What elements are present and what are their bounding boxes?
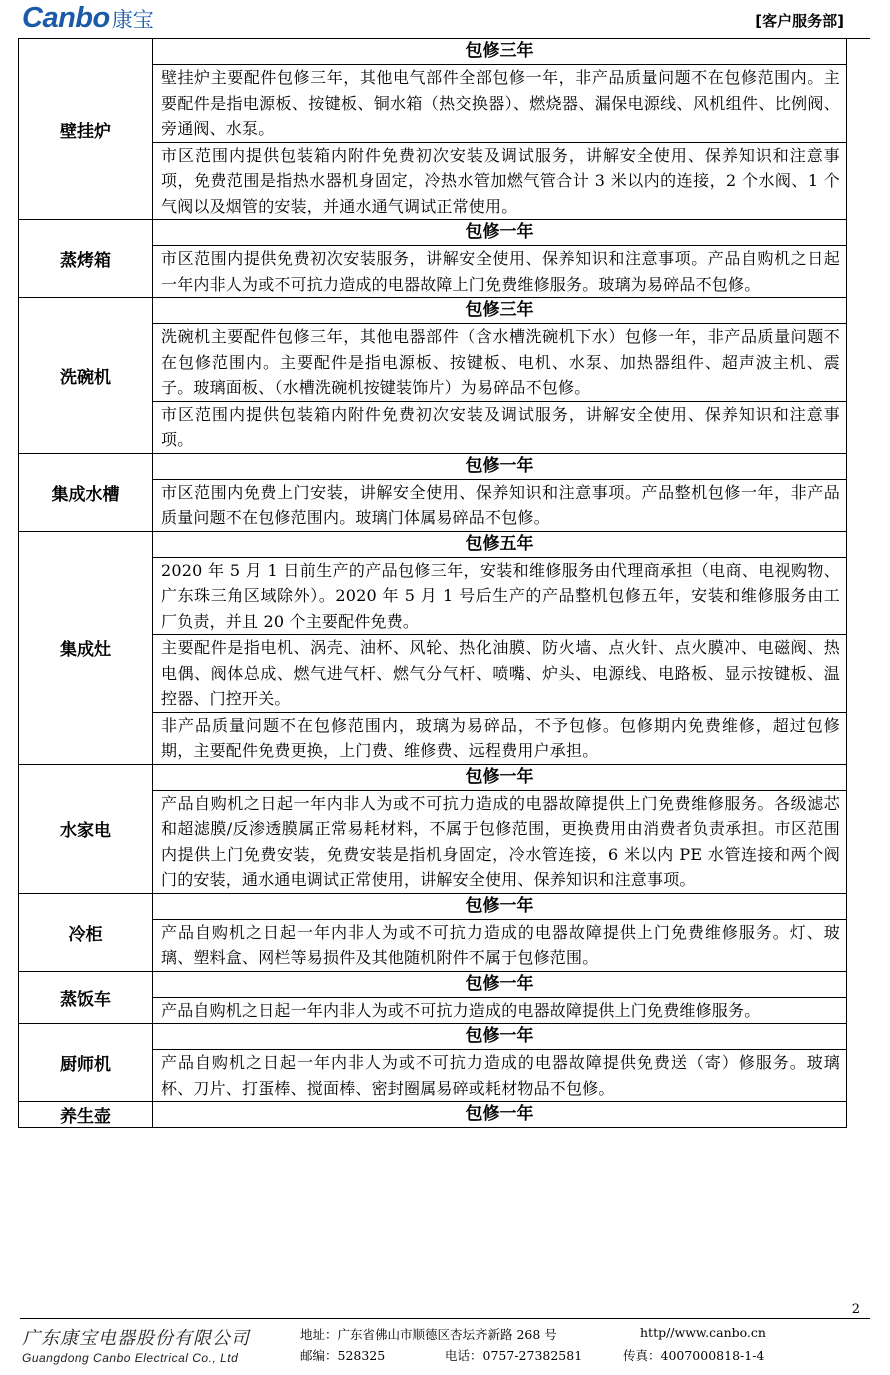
warranty-description: 市区范围内免费上门安装，讲解安全使用、保养知识和注意事项。产品整机包修一年，非产品质量问题不在包修范围内。玻璃门体属易碎品不包修。	[153, 479, 847, 531]
warranty-term: 包修五年	[153, 531, 847, 557]
product-name: 集成灶	[19, 531, 153, 764]
warranty-description: 产品自购机之日起一年内非人为或不可抗力造成的电器故障提供上门免费维修服务。灯、玻璃、塑料盒、网栏等易损件及其他随机附件不属于包修范围。	[153, 919, 847, 971]
page-header	[0, 0, 890, 40]
warranty-description: 洗碗机主要配件包修三年，其他电器部件（含水槽洗碗机下水）包修一年，非产品质量问题不在包修范围内。主要配件是指电源板、按键板、电机、水泵、加热器组件、超声波主机、震子。玻璃面板、（水槽洗碗机按键装饰片）为易碎品不包修。	[153, 324, 847, 402]
warranty-description: 产品自购机之日起一年内非人为或不可抗力造成的电器故障提供免费送（寄）修服务。玻璃杯、刀片、打蛋棒、搅面棒、密封圈属易碎或耗材物品不包修。	[153, 1050, 847, 1102]
department-label: [客户服务部]	[755, 12, 844, 30]
warranty-term: 包修一年	[153, 1024, 847, 1050]
warranty-description: 主要配件是指电机、涡壳、油杯、风轮、热化油膜、防火墙、点火针、点火膜冲、电磁阀、热电偶、阀体总成、燃气进气杆、燃气分气杆、喷嘴、炉头、电源线、电路板、显示按键板、温控器、门控开关。	[153, 635, 847, 713]
product-name: 养生壶	[19, 1102, 153, 1128]
table-row	[19, 971, 847, 997]
product-name: 集成水槽	[19, 453, 153, 531]
table-row	[19, 764, 847, 790]
footer-address: 地址：广东省佛山市顺德区杏坛齐新路 268 号	[300, 1327, 557, 1342]
product-name: 蒸烤箱	[19, 220, 153, 298]
warranty-term: 包修一年	[153, 764, 847, 790]
table-row	[19, 1024, 847, 1050]
warranty-term: 包修一年	[153, 453, 847, 479]
footer-rule	[20, 1318, 870, 1319]
company-name-chinese: 广东康宝电器股份有限公司	[22, 1328, 250, 1349]
warranty-term: 包修三年	[153, 298, 847, 324]
product-name: 蒸饭车	[19, 971, 153, 1024]
company-logo	[22, 1324, 250, 1365]
product-name: 水家电	[19, 764, 153, 893]
warranty-description: 市区范围内提供包装箱内附件免费初次安装及调试服务，讲解安全使用、保养知识和注意事项。	[153, 401, 847, 453]
table-row	[19, 298, 847, 324]
table-row	[19, 1102, 847, 1128]
table-row	[19, 531, 847, 557]
product-name: 洗碗机	[19, 298, 153, 454]
table-row	[19, 453, 847, 479]
logo-english: Canbo	[22, 2, 110, 34]
warranty-term: 包修一年	[153, 1102, 847, 1128]
warranty-description: 产品自购机之日起一年内非人为或不可抗力造成的电器故障提供上门免费维修服务。各级滤芯和超滤膜/反渗透膜属正常易耗材料，不属于包修范围，更换费用由消费者负责承担。市区范围内提供上门免费安装，免费安装是指机身固定，冷水管连接，6 米以内 PE 水管连接和两个阀门的安装，通水通电调试正常使用，讲解安全使用、保养知识和注意事项。	[153, 790, 847, 893]
canbo-logo	[22, 2, 154, 35]
warranty-term: 包修一年	[153, 220, 847, 246]
table-row	[19, 893, 847, 919]
warranty-description: 产品自购机之日起一年内非人为或不可抗力造成的电器故障提供上门免费维修服务。	[153, 997, 847, 1024]
product-name: 冷柜	[19, 893, 153, 971]
footer-phone: 电话：0757-27382581	[445, 1348, 583, 1363]
footer-postcode: 邮编：528325	[300, 1348, 386, 1363]
company-name-english: Guangdong Canbo Electrical Co., Ltd	[22, 1351, 239, 1365]
product-name: 壁挂炉	[19, 39, 153, 220]
warranty-term: 包修一年	[153, 893, 847, 919]
warranty-description: 壁挂炉主要配件包修三年，其他电气部件全部包修一年，非产品质量问题不在包修范围内。主要配件是指电源板、按键板、铜水箱（热交换器）、燃烧器、漏保电源线、风机组件、比例阀、旁通阀、水泵。	[153, 65, 847, 143]
product-name: 厨师机	[19, 1024, 153, 1102]
warranty-description: 2020 年 5 月 1 日前生产的产品包修三年，安装和维修服务由代理商承担（电商、电视购物、广东珠三角区域除外）。2020 年 5 月 1 号后生产的产品整机包修五年，安装和维修服务由工厂负责，并且 20 个主要配件免费。	[153, 557, 847, 635]
warranty-table	[18, 38, 847, 1128]
warranty-term: 包修三年	[153, 39, 847, 65]
table-row	[19, 220, 847, 246]
footer-fax: 传真：4007000818-1-4	[623, 1348, 765, 1363]
logo-chinese: 康宝	[111, 8, 154, 32]
warranty-description: 市区范围内提供包装箱内附件免费初次安装及调试服务，讲解安全使用、保养知识和注意事项，免费范围是指热水器机身固定，冷热水管加燃气管合计 3 米以内的连接，2 个水阀、1 个气阀以及烟管的安装，并通水通气调试正常使用。	[153, 142, 847, 220]
table-row	[19, 39, 847, 65]
warranty-term: 包修一年	[153, 971, 847, 997]
footer-website[interactable]: http//www.canbo.cn	[640, 1325, 766, 1340]
warranty-description: 市区范围内提供免费初次安装服务，讲解安全使用、保养知识和注意事项。产品自购机之日起一年内非人为或不可抗力造成的电器故障上门免费维修服务。玻璃为易碎品不包修。	[153, 246, 847, 298]
warranty-description: 非产品质量问题不在包修范围内，玻璃为易碎品，不予包修。包修期内免费维修，超过包修期，主要配件免费更换，上门费、维修费、远程费用户承担。	[153, 712, 847, 764]
page-number: 2	[851, 1302, 860, 1317]
